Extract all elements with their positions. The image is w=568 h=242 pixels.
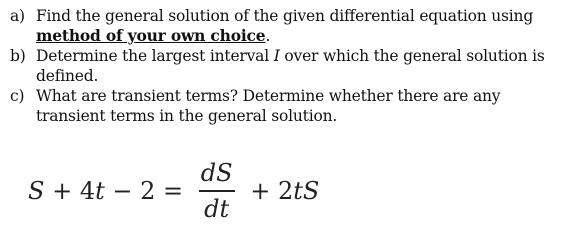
differential-equation bbox=[28, 148, 319, 234]
question-a-emphasis: method of your own choice bbox=[36, 26, 266, 45]
question-b-text bbox=[36, 46, 560, 86]
fraction-bar bbox=[199, 190, 235, 192]
question-b-text-end: over which the general solution is defined. bbox=[36, 47, 545, 85]
derivative-fraction bbox=[199, 158, 235, 224]
question-c-marker: c) bbox=[10, 87, 25, 105]
question-a bbox=[10, 6, 560, 46]
question-a-text-start: Find the general solution of the given differential equation using bbox=[36, 7, 534, 25]
equation-lhs-rest: − 2 = bbox=[104, 177, 191, 205]
question-b-text-start: Determine the largest interval bbox=[36, 47, 274, 65]
question-b-variable: I bbox=[273, 47, 280, 65]
fraction-numerator: dS bbox=[200, 159, 233, 188]
equation-rhs-tS: tS bbox=[293, 177, 320, 205]
equation-lhs-t: t bbox=[95, 177, 105, 205]
question-a-text bbox=[36, 6, 560, 46]
question-b bbox=[10, 46, 560, 86]
equation-lhs-plus: + 4 bbox=[44, 177, 96, 205]
question-list bbox=[10, 6, 560, 126]
equation-lhs-S: S bbox=[28, 177, 45, 205]
question-c-text: What are transient terms? Determine whether there are any transient terms in the general solution. bbox=[36, 87, 501, 125]
fraction-denominator: dt bbox=[204, 194, 230, 223]
equation-rhs-prefix: + 2 bbox=[242, 177, 294, 205]
question-b-marker: b) bbox=[10, 47, 26, 65]
question-a-marker: a) bbox=[10, 7, 25, 25]
question-a-text-end: . bbox=[265, 27, 271, 45]
question-c bbox=[10, 86, 560, 126]
